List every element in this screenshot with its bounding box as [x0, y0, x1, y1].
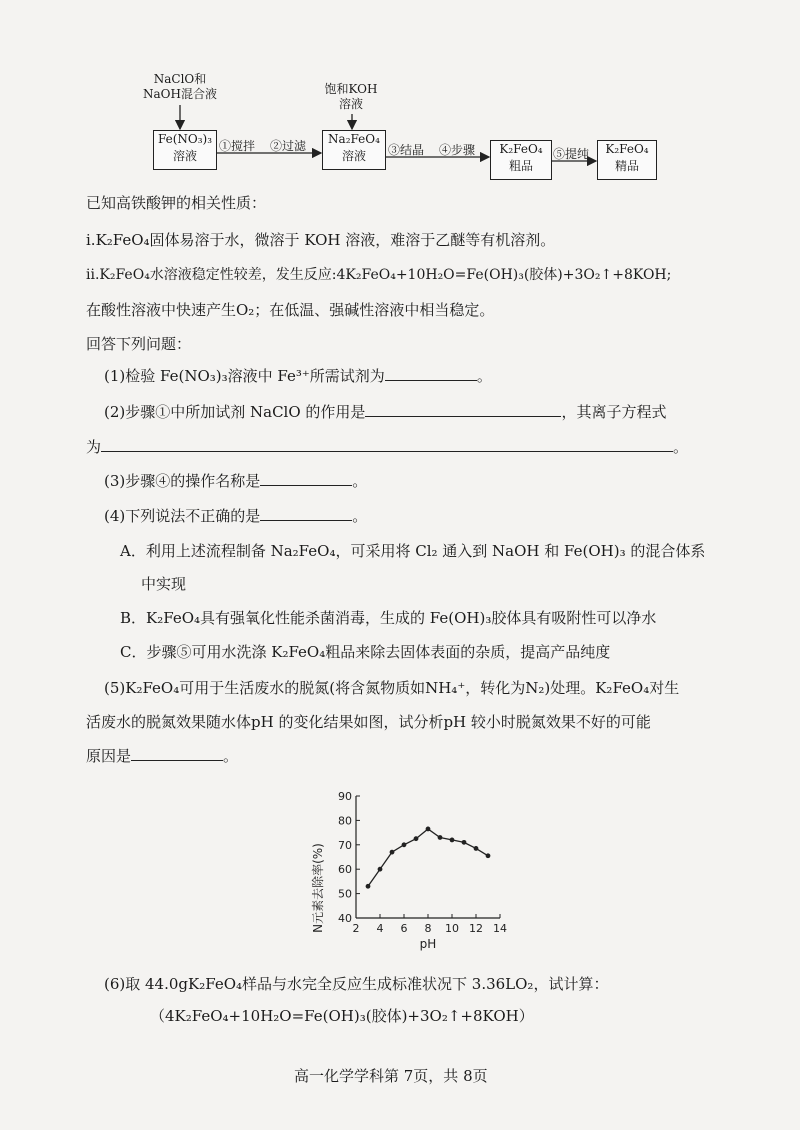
flow-arrows	[0, 0, 800, 200]
question-text: (2)步骤①中所加试剂 NaClO 的作用是	[104, 403, 366, 421]
question-2-line2	[86, 437, 688, 457]
question-6-line1: (6)取 44.0gK₂FeO₄样品与水完全反应生成标准状况下 3.36LO₂，试计算：	[104, 975, 609, 993]
chart-series	[366, 827, 491, 889]
data-point	[486, 853, 491, 858]
y-tick-label: 80	[338, 814, 352, 828]
option-c: C．步骤⑤可用水洗涤 K₂FeO₄粗品来除去固体表面的杂质，提高产品纯度	[120, 643, 611, 661]
box-line: 粗品	[508, 159, 533, 173]
answer-blank[interactable]	[365, 402, 561, 417]
data-point	[426, 827, 431, 832]
question-text: 。	[352, 507, 368, 525]
data-point	[438, 835, 443, 840]
question-text: 。	[352, 472, 368, 490]
data-point	[378, 867, 383, 872]
x-axis-label: pH	[419, 937, 437, 951]
option-a-line2: 中实现	[141, 575, 187, 593]
y-axis-label: N元素去除率(%)	[311, 843, 325, 933]
chart-axes	[338, 790, 507, 935]
y-tick-label: 40	[338, 912, 352, 925]
data-point	[402, 842, 407, 847]
question-text: 。	[476, 367, 492, 385]
answer-blank[interactable]	[385, 366, 477, 381]
question-2-line1	[104, 402, 666, 422]
box-line: 溶液	[172, 149, 197, 163]
data-point	[390, 850, 395, 855]
flow-step-label: ③结晶	[388, 143, 425, 157]
option-a-line1: A．利用上述流程制备 Na₂FeO₄，可采用将 Cl₂ 通入到 NaOH 和 Fe(OH)₃ 的混合体系	[120, 542, 706, 560]
flow-input-line: NaOH混合液	[143, 87, 217, 101]
box-line: Na₂FeO₄	[328, 132, 380, 146]
y-tick-label: 90	[338, 790, 352, 803]
box-line: K₂FeO₄	[605, 142, 649, 156]
answer-blank[interactable]	[260, 506, 352, 521]
x-tick-label: 10	[445, 922, 459, 935]
known-heading: 已知高铁酸钾的相关性质：	[86, 194, 267, 212]
option-b: B．K₂FeO₄具有强氧化性能杀菌消毒，生成的 Fe(OH)₃胶体具有吸附性可以净水	[120, 609, 657, 627]
question-6-line2: （4K₂FeO₄+10H₂O=Fe(OH)₃(胶体)+3O₂↑+8KOH）	[150, 1007, 534, 1025]
question-text: 原因是	[86, 747, 132, 765]
property-2-line2: 在酸性溶液中快速产生O₂；在低温、强碱性溶液中相当稳定。	[86, 301, 495, 319]
x-tick-label: 14	[493, 922, 507, 935]
question-text: ，其离子方程式	[561, 403, 667, 421]
page-footer: 高一化学学科第 7页，共 8页	[294, 1067, 488, 1085]
question-5-line2: 活废水的脱氮效果随水体pH 的变化结果如图，试分析pH 较小时脱氮效果不好的可能	[86, 713, 651, 731]
data-point	[414, 836, 419, 841]
x-tick-label: 8	[424, 922, 432, 935]
answer-blank[interactable]	[101, 437, 673, 452]
question-5-line1: (5)K₂FeO₄可用于生活废水的脱氮(将含氮物质如NH₄⁺，转化为N₂)处理。K₂FeO₄对生	[104, 679, 680, 697]
flow-input-line: 溶液	[338, 97, 363, 111]
box-line: K₂FeO₄	[499, 142, 543, 156]
series-line	[368, 829, 488, 886]
flow-input-line: NaClO和	[153, 72, 207, 86]
question-text: 为	[86, 438, 102, 456]
data-point	[366, 884, 371, 889]
question-text: (4)下列说法不正确的是	[104, 507, 261, 525]
x-tick-label: 4	[376, 922, 384, 935]
property-1: i.K₂FeO₄固体易溶于水，微溶于 KOH 溶液，难溶于乙醚等有机溶剂。	[86, 231, 556, 249]
question-3	[104, 471, 367, 491]
question-text: 。	[223, 747, 239, 765]
answer-blank[interactable]	[131, 746, 223, 761]
flow-step-label: ①搅拌	[219, 139, 256, 153]
question-text: (3)步骤④的操作名称是	[104, 472, 261, 490]
x-tick-label: 12	[469, 922, 483, 935]
y-tick-label: 70	[338, 838, 352, 852]
data-point	[474, 846, 479, 851]
ph-removal-chart	[300, 780, 530, 955]
question-5-line3	[86, 746, 238, 766]
question-text: 。	[673, 438, 689, 456]
answer-heading: 回答下列问题：	[86, 335, 192, 353]
question-1	[104, 366, 492, 386]
flow-step-label: ⑤提纯	[553, 147, 590, 161]
box-line: Fe(NO₃)₃	[157, 132, 213, 146]
box-line: 溶液	[341, 149, 366, 163]
x-tick-label: 2	[352, 922, 360, 935]
x-tick-label: 6	[400, 922, 408, 935]
box-line: 精品	[614, 159, 639, 173]
question-4	[104, 506, 367, 526]
flow-step-label: ④步骤	[439, 143, 476, 157]
question-text: (1)检验 Fe(NO₃)₃溶液中 Fe³⁺所需试剂为	[104, 367, 385, 385]
answer-blank[interactable]	[260, 471, 352, 486]
data-point	[450, 838, 455, 843]
data-point	[462, 840, 467, 845]
y-tick-label: 50	[338, 887, 352, 901]
property-2-line1: ii.K₂FeO₄水溶液稳定性较差，发生反应:4K₂FeO₄+10H₂O=Fe(OH)₃(胶体)+3O₂↑+8KOH;	[86, 267, 672, 283]
flow-step-label: ②过滤	[270, 139, 307, 153]
y-tick-label: 60	[338, 863, 352, 877]
flow-input-line: 饱和KOH	[324, 82, 378, 96]
